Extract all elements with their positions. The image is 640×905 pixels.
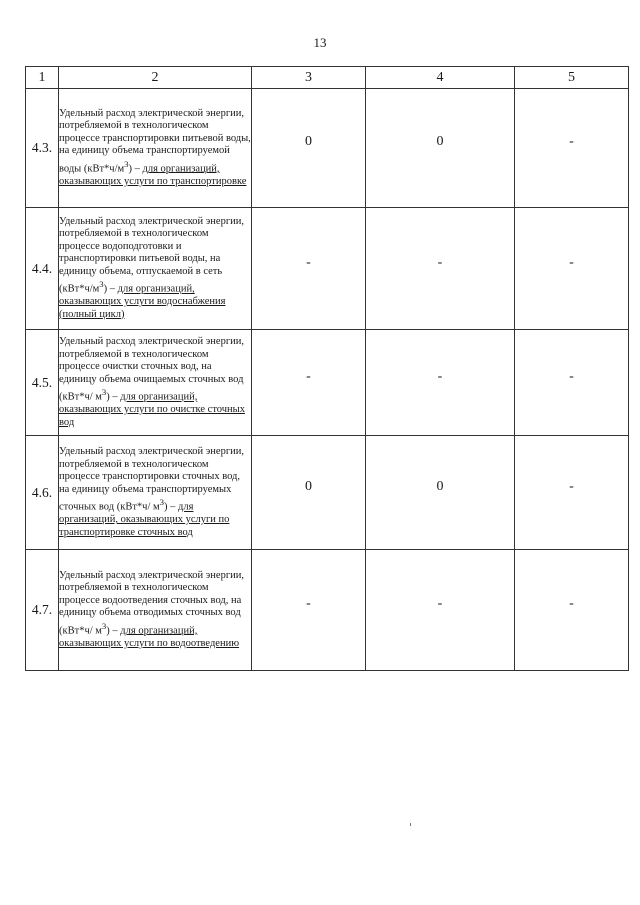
row-description: Удельный расход электрической энергии, потребляемой в технологическом процессе транспортировки питьевой воды, на единицу объема транспортируемой воды $(кВт*ч/м^3)$ – для организаций, оказывающих услуги по транспортировке — [59, 89, 252, 208]
column-header: 1 — [26, 67, 59, 89]
table-row — [26, 89, 629, 208]
column-header: 3 — [252, 67, 366, 89]
row-number: 4.7. — [26, 550, 59, 671]
row-number: 4.5. — [26, 330, 59, 436]
page-number: 13 — [313, 35, 327, 50]
table-row — [26, 208, 629, 330]
table-header-row — [26, 67, 629, 89]
cell-value: 0 — [252, 436, 366, 550]
row-description: Удельный расход электрической энергии, потребляемой в технологическом процессе водоподготовки и транспортировки питьевой воды, на единицу объема, отпускаемой в сеть $(кВт*ч/м^3)$ – для организаций, оказывающих услуги водоснабжения (полный цикл) — [59, 208, 252, 330]
cell-value: - — [515, 208, 629, 330]
cell-value: 0 — [366, 89, 515, 208]
cell-value: 0 — [252, 89, 366, 208]
cell-value: - — [366, 550, 515, 671]
cell-value: 0 — [366, 436, 515, 550]
cell-value: - — [366, 330, 515, 436]
table-row — [26, 330, 629, 436]
organization-type: для организаций, оказывающих услуги по водоотведению — [59, 625, 240, 649]
row-description: Удельный расход электрической энергии, потребляемой в технологическом процессе очистки сточных вод, на единицу объема очищаемых сточных вод (кВт*ч/ $м^3$) – для организаций, оказывающих услуги по очистке сточных вод — [59, 330, 252, 436]
row-description: Удельный расход электрической энергии, потребляемой в технологическом процессе водоотведения сточных вод, на единицу объема отводимых сточных вод (кВт*ч/ $м^3$) – для организаций, оказывающих услуги по водоотведению — [59, 550, 252, 671]
organization-type: для организаций, оказывающих услуги водоснабжения (полный цикл) — [59, 283, 226, 320]
scan-artifact — [410, 823, 411, 826]
column-header: 4 — [366, 67, 515, 89]
cell-value: - — [252, 330, 366, 436]
row-number: 4.6. — [26, 436, 59, 550]
table-row — [26, 550, 629, 671]
indicator-table — [25, 66, 629, 671]
organization-type: для организаций, оказывающих услуги по транспортировке сточных вод — [59, 501, 230, 538]
row-number: 4.4. — [26, 208, 59, 330]
table-row — [26, 436, 629, 550]
cell-value: - — [252, 208, 366, 330]
cell-value: - — [515, 89, 629, 208]
organization-type: для организаций, оказывающих услуги по очистке сточных вод — [59, 391, 245, 428]
cell-value: - — [515, 550, 629, 671]
column-header: 2 — [59, 67, 252, 89]
column-header: 5 — [515, 67, 629, 89]
organization-type: для организаций, оказывающих услуги по транспортировке — [59, 163, 247, 187]
row-number: 4.3. — [26, 89, 59, 208]
cell-value: - — [366, 208, 515, 330]
cell-value: - — [252, 550, 366, 671]
cell-value: - — [515, 436, 629, 550]
row-description: Удельный расход электрической энергии, потребляемой в технологическом процессе транспортировки сточных вод, на единицу объема транспортируемых сточных вод (кВт*ч/ $м^3$) – для организаций, оказывающих услуги по транспортировке сточных вод — [59, 436, 252, 550]
cell-value: - — [515, 330, 629, 436]
